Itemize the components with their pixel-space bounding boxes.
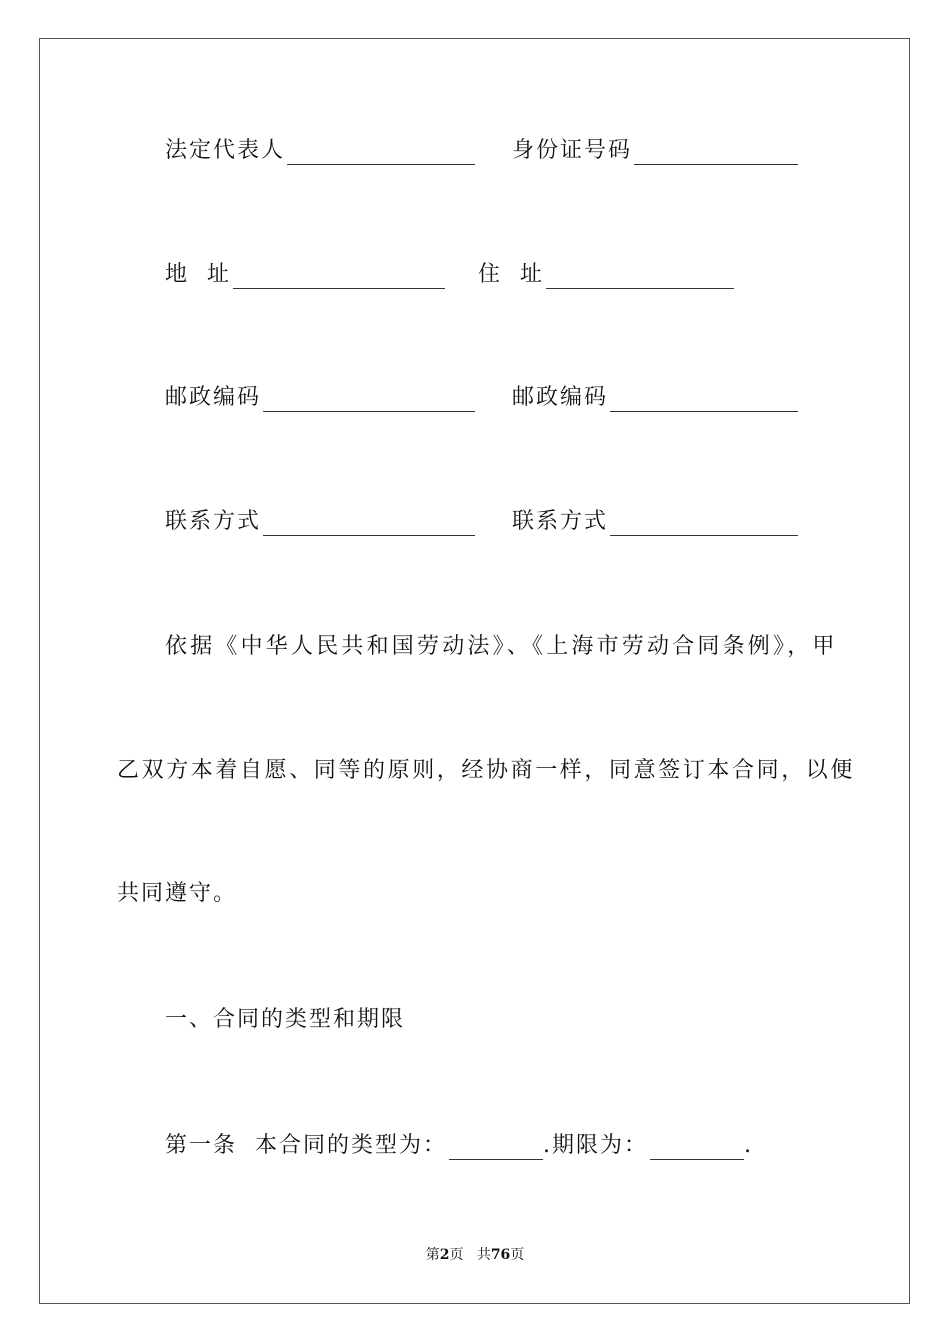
paragraph-line-3: 共同遵守。 [117, 881, 238, 906]
postal-code-right-field [512, 384, 798, 412]
residence-field [478, 261, 734, 289]
paragraph-line-2: 乙双方本着自愿、同等的原则，经协商一样，同意签订本合同，以便 [117, 758, 856, 783]
contact-right-label: 联系方式 [512, 509, 609, 534]
address-field [165, 261, 445, 289]
contact-right-blank[interactable] [610, 515, 798, 536]
page-frame [39, 38, 910, 1304]
total-unit: 页 [510, 1247, 525, 1263]
legal-rep-field [165, 137, 475, 165]
article-1-middle: .期限为： [543, 1133, 648, 1158]
id-number-label: 身份证号码 [512, 138, 633, 163]
postal-code-right-label: 邮政编码 [512, 385, 609, 410]
postal-code-right-blank[interactable] [610, 391, 798, 412]
contract-type-blank[interactable] [449, 1139, 543, 1160]
legal-rep-label: 法定代表人 [165, 138, 286, 163]
article-1-prefix: 第一条 本合同的类型为： [165, 1133, 447, 1158]
article-1-suffix: . [744, 1133, 753, 1158]
address-blank[interactable] [233, 268, 445, 289]
id-number-blank[interactable] [634, 144, 798, 165]
id-number-field [512, 137, 798, 165]
postal-code-left-field [165, 384, 475, 412]
contract-term-blank[interactable] [650, 1139, 744, 1160]
page-footer [0, 1246, 950, 1264]
residence-blank[interactable] [546, 268, 734, 289]
contact-left-blank[interactable] [263, 515, 475, 536]
section-heading: 一、合同的类型和期限 [165, 1007, 406, 1032]
postal-code-left-blank[interactable] [263, 391, 475, 412]
contact-left-label: 联系方式 [165, 509, 262, 534]
contact-right-field [512, 508, 798, 536]
legal-rep-blank[interactable] [287, 144, 475, 165]
page-unit: 页 [449, 1247, 464, 1263]
postal-code-left-label: 邮政编码 [165, 385, 262, 410]
contact-left-field [165, 508, 475, 536]
total-pages: 76 [490, 1247, 511, 1263]
residence-label: 住 址 [478, 262, 544, 287]
article-1 [165, 1132, 753, 1160]
address-label: 地 址 [165, 262, 231, 287]
page-number: 2 [439, 1247, 450, 1263]
total-prefix: 共 [476, 1247, 491, 1263]
paragraph-line-1: 依据《中华人民共和国劳动法》、《上海市劳动合同条例》，甲 [165, 634, 838, 659]
page-prefix: 第 [425, 1247, 440, 1263]
